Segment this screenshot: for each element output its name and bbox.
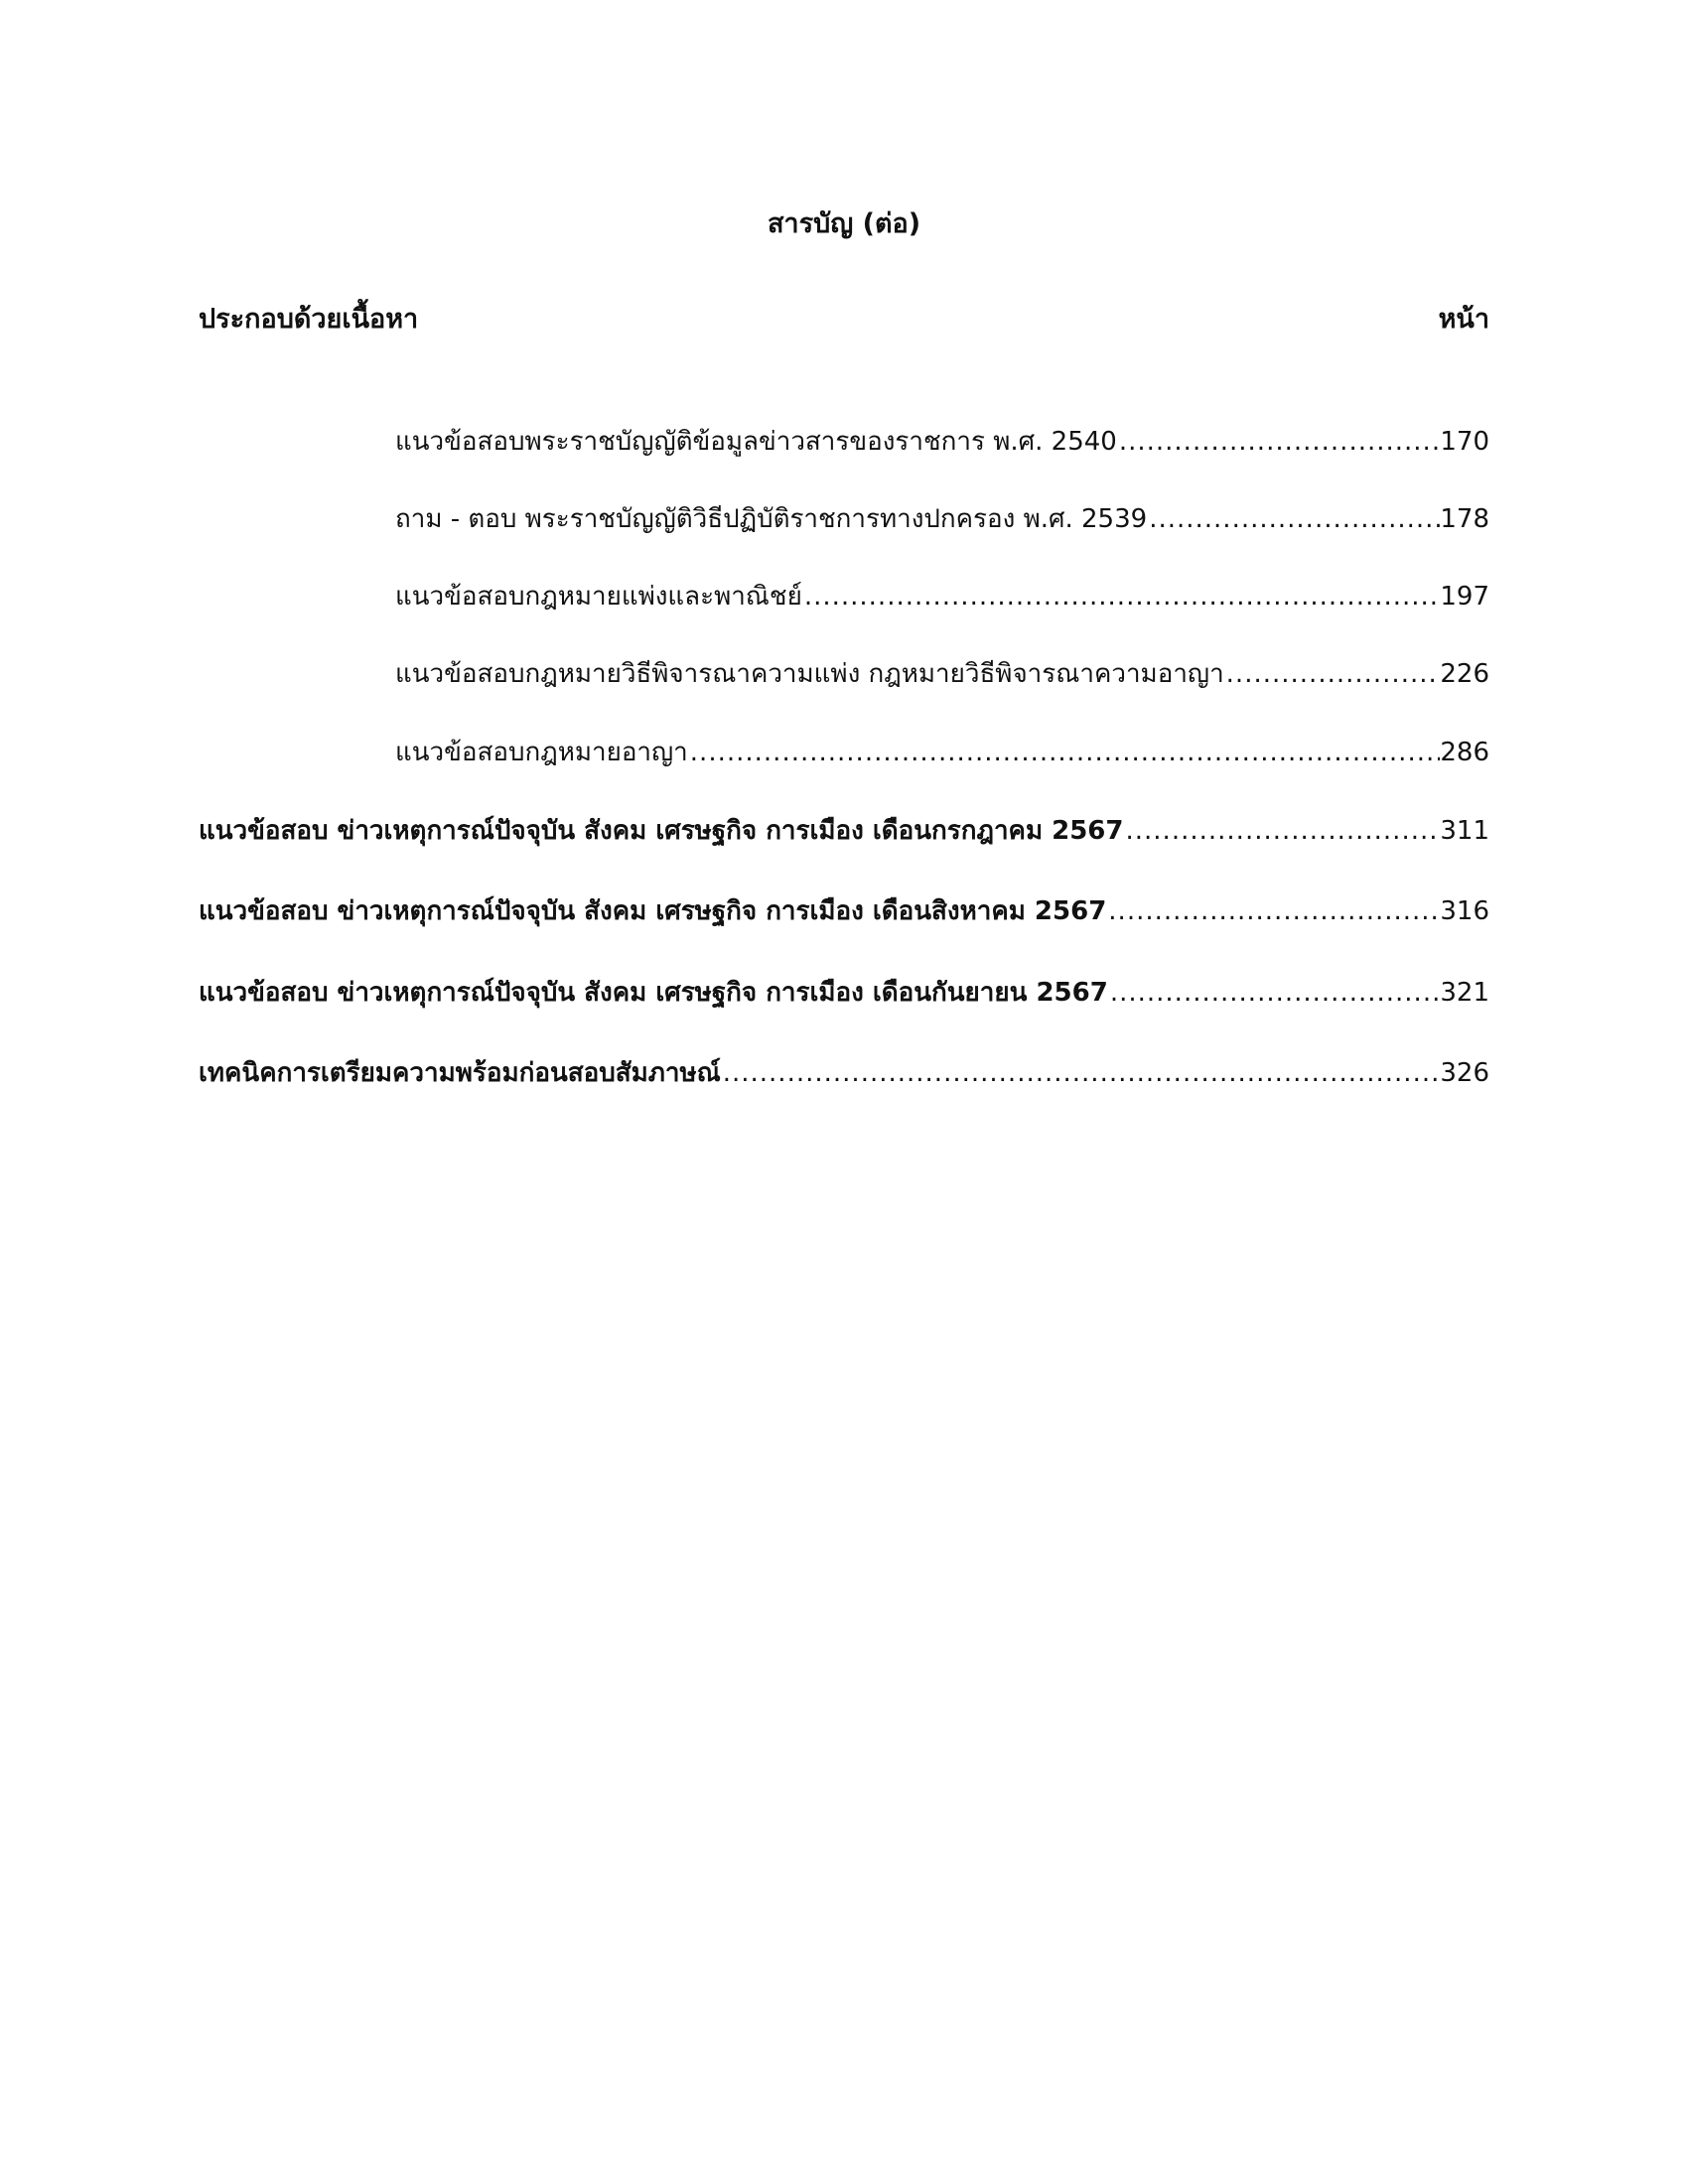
toc-entry	[199, 891, 1489, 931]
toc-entry-page: 321	[1440, 978, 1489, 1008]
content-column-header: ประกอบด้วยเนื้อหา	[199, 304, 419, 335]
toc-entry-label: เทคนิคการเตรียมความพร้อมก่อนสอบสัมภาษณ์	[199, 1058, 721, 1088]
toc-entry-label: แนวข้อสอบ ข่าวเหตุการณ์ปัจจุบัน สังคม เศรษฐกิจ การเมือง เดือนกันยายน 2567	[199, 978, 1108, 1008]
toc-entry-page: 311	[1440, 816, 1489, 846]
toc-entry-label: ถาม - ตอบ พระราชบัญญัติวิธีปฏิบัติราชการทางปกครอง พ.ศ. 2539	[395, 504, 1148, 534]
toc-leader-dots	[688, 733, 1441, 772]
toc-entry	[199, 973, 1489, 1013]
toc-entry-page: 316	[1440, 896, 1489, 926]
toc-entry	[395, 577, 1489, 616]
toc-entry-page: 197	[1440, 582, 1489, 612]
page-title: สารบัญ (ต่อ)	[767, 208, 921, 239]
toc-entry-label: แนวข้อสอบ ข่าวเหตุการณ์ปัจจุบัน สังคม เศรษฐกิจ การเมือง เดือนสิงหาคม 2567	[199, 896, 1107, 926]
toc-entry-page: 226	[1440, 659, 1489, 689]
toc-entry-label: แนวข้อสอบกฎหมายอาญา	[395, 738, 688, 767]
toc-leader-dots	[802, 577, 1441, 616]
toc-leader-dots	[1108, 973, 1441, 1013]
toc-entry-page: 326	[1440, 1058, 1489, 1088]
toc-entry-label: แนวข้อสอบพระราชบัญญัติข้อมูลข่าวสารของราชการ พ.ศ. 2540	[395, 427, 1117, 457]
toc-entry-page: 286	[1440, 738, 1489, 767]
page-column-header: หน้า	[1438, 304, 1489, 335]
toc-leader-dots	[1147, 499, 1440, 539]
toc-entry	[395, 422, 1489, 462]
toc-entry	[395, 654, 1489, 694]
toc-leader-dots	[1124, 811, 1441, 851]
toc-entry	[199, 1053, 1489, 1093]
toc-entry	[395, 733, 1489, 772]
toc-leader-dots	[1117, 422, 1441, 462]
toc-entry	[199, 811, 1489, 851]
toc-entry-label: แนวข้อสอบกฎหมายวิธีพิจารณาความแพ่ง กฎหมายวิธีพิจารณาความอาญา	[395, 659, 1224, 689]
toc-leader-dots	[1224, 654, 1441, 694]
toc-leader-dots	[1106, 891, 1440, 931]
toc-entry-page: 170	[1440, 427, 1489, 457]
toc-entry-label: แนวข้อสอบกฎหมายแพ่งและพาณิชย์	[395, 582, 802, 612]
toc-entry-label: แนวข้อสอบ ข่าวเหตุการณ์ปัจจุบัน สังคม เศรษฐกิจ การเมือง เดือนกรกฎาคม 2567	[199, 816, 1124, 846]
toc-leader-dots	[721, 1053, 1441, 1093]
toc-entry	[395, 499, 1489, 539]
toc-entry-page: 178	[1440, 504, 1489, 534]
